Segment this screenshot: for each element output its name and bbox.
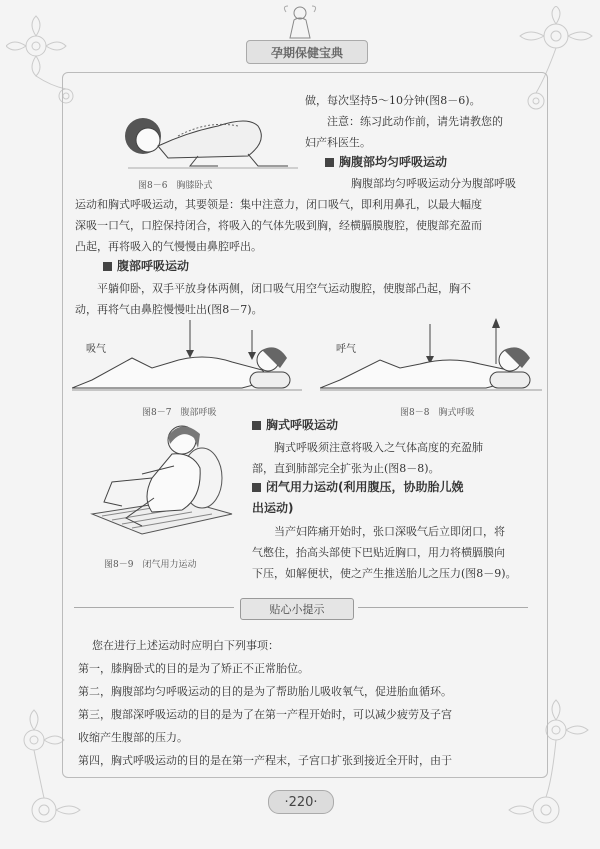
heading-text: 腹部呼吸运动 <box>117 259 190 273</box>
text-line: 部，直到肺部完全扩张为止(图8－8)。 <box>252 462 440 475</box>
breath-hold-push-illustration <box>82 418 242 542</box>
section-heading <box>252 415 338 436</box>
section4-text <box>252 437 542 479</box>
square-bullet-icon <box>325 158 334 167</box>
text-line: 气憋住，抬高头部使下巴贴近胸口，用力将横膈膜向 <box>252 546 505 559</box>
tips-title: 贴心小提示 <box>269 603 325 616</box>
text-line: 妇产科医生。 <box>305 136 371 149</box>
text-line: 动，再将气由鼻腔慢慢吐出(图8－7)。 <box>75 303 263 316</box>
divider-line <box>74 607 234 608</box>
tips-banner <box>240 598 354 620</box>
text-line: 凸起，再将吸入的气慢慢由鼻腔呼出。 <box>75 240 262 253</box>
text-line: 胸式呼吸须注意将吸入之气体高度的充盈肺 <box>274 441 483 454</box>
figure-8-7-caption: 图8－7 腹部呼吸 <box>142 408 217 418</box>
figure-8-8-caption: 图8－8 胸式呼吸 <box>400 408 475 418</box>
page-number <box>268 790 334 814</box>
tips-text <box>78 634 520 772</box>
section-heading <box>325 152 447 173</box>
mother-figure-icon <box>280 4 320 40</box>
book-title: 孕期保健宝典 <box>270 45 343 60</box>
tip-line: 收缩产生腹部的压力。 <box>78 731 188 744</box>
heading-text: 胸式呼吸运动 <box>266 418 339 432</box>
text-line: 下压，如解便状，使之产生推送胎儿之压力(图8－9)。 <box>252 567 517 580</box>
square-bullet-icon <box>252 421 261 430</box>
text-line: 胸腹部均匀呼吸运动分为腹部呼吸 <box>351 177 516 190</box>
section-heading <box>103 256 189 277</box>
figure-8-6-caption: 图8－6 胸膝卧式 <box>138 181 213 191</box>
figure-8-9-caption: 图8－9 闭气用力运动 <box>104 560 197 570</box>
square-bullet-icon <box>252 483 261 492</box>
text-line: 做，每次坚持5～10分钟(图8－6)。 <box>305 94 481 107</box>
page-number-text: ·220· <box>284 794 318 810</box>
heading-text: 胸腹部均匀呼吸运动 <box>339 155 448 169</box>
chest-breathing-illustration <box>320 316 542 398</box>
divider-line <box>358 607 528 608</box>
tip-line: 第四，胸式呼吸运动的目的是在第一产程末，子宫口扩张到接近全开时，由于 <box>78 754 452 767</box>
section-heading-continued: 出运动) <box>252 501 294 515</box>
tip-line: 第二，胸腹部均匀呼吸运动的目的是为了帮助胎儿吸收氧气，促进胎血循环。 <box>78 685 452 698</box>
section2-text <box>75 173 537 257</box>
section5-text <box>252 521 547 584</box>
exhale-label: 呼气 <box>336 344 356 355</box>
square-bullet-icon <box>103 262 112 271</box>
section3-text <box>75 278 537 320</box>
text-line: 当产妇阵痛开始时，张口深吸气后立即闭口，将 <box>274 525 505 538</box>
abdominal-breathing-illustration <box>72 318 302 398</box>
tip-line: 您在进行上述运动时应明白下列事项： <box>92 639 279 652</box>
section-heading <box>252 477 544 498</box>
tip-line: 第一，膝胸卧式的目的是为了矫正不正常胎位。 <box>78 662 309 675</box>
text-line: 注意：练习此动作前，请先请教您的 <box>327 115 503 128</box>
text-line: 运动和胸式呼吸运动，其要领是：集中注意力，闭口吸气，即利用鼻孔，以最大幅度 <box>75 198 482 211</box>
text-line: 平躺仰卧，双手平放身体两侧，闭口吸气用空气运动腹腔，使腹部凸起，胸不 <box>97 282 471 295</box>
section1-text <box>305 90 535 153</box>
text-line: 深吸一口气，口腔保持闭合，将吸入的气体先吸到胸，经横膈膜腹腔，使腹部充盈而 <box>75 219 482 232</box>
heading-text: 闭气用力运动(利用腹压，协助胎儿娩 <box>266 480 464 494</box>
knee-chest-position-illustration <box>98 96 298 174</box>
tip-line: 第三，腹部深呼吸运动的目的是为了在第一产程开始时，可以减少疲劳及子宫 <box>78 708 452 721</box>
inhale-label: 吸气 <box>86 344 106 355</box>
book-title-banner <box>246 40 368 64</box>
